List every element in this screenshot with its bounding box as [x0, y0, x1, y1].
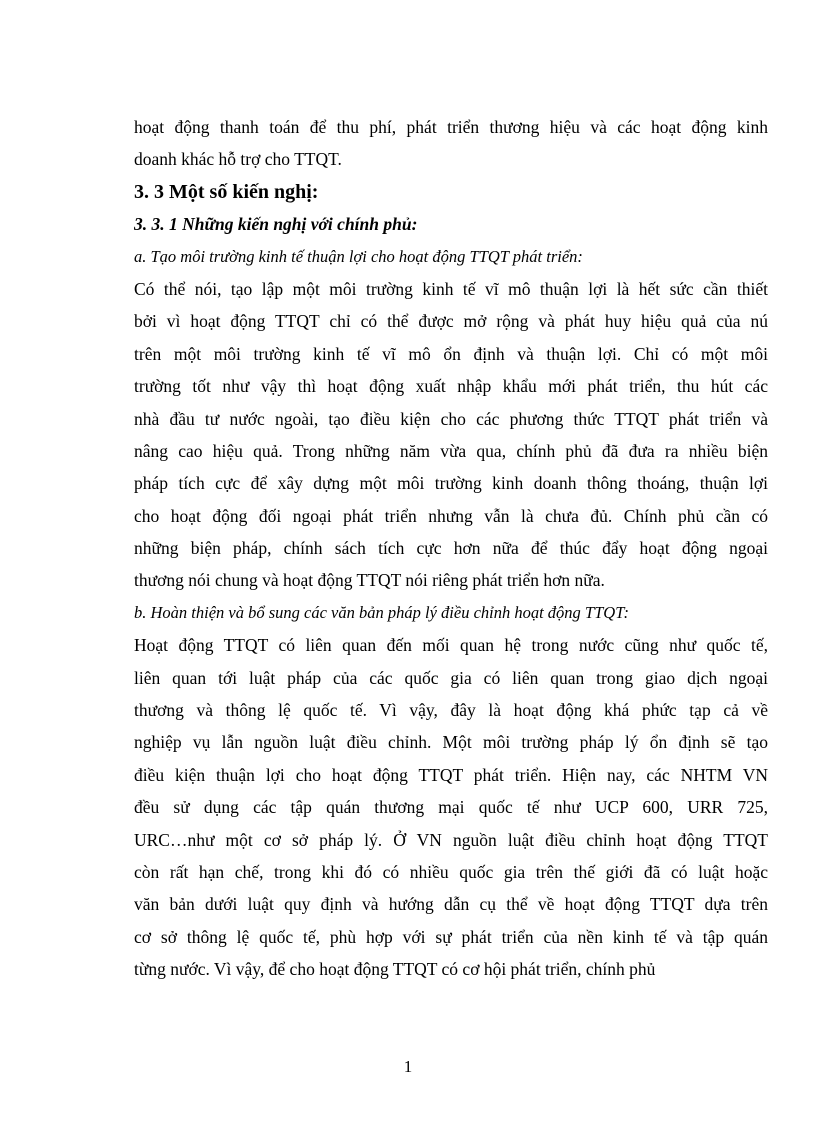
text-line: cho hoạt động đối ngoại phát triển nhưng vẫn là chưa đủ. Chính phủ cần có	[134, 505, 768, 526]
text-line: liên quan tới luật pháp của các quốc gia có liên quan trong giao dịch ngoại	[134, 667, 768, 688]
text-line: hoạt động thanh toán để thu phí, phát triển thương hiệu và các hoạt động kinh	[134, 117, 768, 137]
subsection-heading: 3. 3. 1 Những kiến nghị với chính phủ:	[134, 214, 418, 235]
body-text	[134, 111, 768, 986]
item-heading-a: a. Tạo môi trường kinh tế thuận lợi cho hoạt động TTQT phát triển:	[134, 246, 583, 266]
text-line: thương nói chung và hoạt động TTQT nói riêng phát triển hơn nữa.	[134, 570, 605, 591]
text-line: Có thể nói, tạo lập một môi trường kinh tế vĩ mô thuận lợi là hết sức cần thiết	[134, 278, 768, 299]
text-line: URC…như một cơ sở pháp lý. Ở VN nguồn luật điều chỉnh hoạt động TTQT	[134, 829, 768, 850]
text-line: trường tốt như vậy thì hoạt động xuất nhập khẩu mới phát triển, thu hút các	[134, 376, 768, 397]
text-line: pháp tích cực để xây dựng một môi trường kinh doanh thông thoáng, thuận lợi	[134, 473, 768, 494]
text-line: cơ sở thông lệ quốc tế, phù hợp với sự phát triển của nền kinh tế và tập quán	[134, 926, 768, 947]
section-heading: 3. 3 Một số kiến nghị:	[134, 180, 319, 203]
text-line: những biện pháp, chính sách tích cực hơn nữa để thúc đẩy hoạt động ngoại	[134, 538, 768, 559]
text-line: nâng cao hiệu quả. Trong những năm vừa qua, chính phủ đã đưa ra nhiều biện	[134, 440, 768, 461]
text-line: Hoạt động TTQT có liên quan đến mối quan hệ trong nước cũng như quốc tế,	[134, 635, 768, 656]
text-line: trên một môi trường kinh tế vĩ mô ổn định và thuận lợi. Chỉ có một môi	[134, 343, 768, 364]
text-line: nghiệp vụ lẫn nguồn luật điều chỉnh. Một môi trường pháp lý ổn định sẽ tạo	[134, 732, 768, 753]
text-line: bởi vì hoạt động TTQT chỉ có thể được mở rộng và phát huy hiệu quả của nú	[134, 311, 768, 332]
text-line: đều sử dụng các tập quán thương mại quốc tế như UCP 600, URR 725,	[134, 797, 768, 818]
item-heading-b: b. Hoàn thiện và bổ sung các văn bản pháp lý điều chỉnh hoạt động TTQT:	[134, 602, 629, 622]
text-line: thương và thông lệ quốc tế. Vì vậy, đây là hoạt động khá phức tạp cả về	[134, 700, 768, 721]
text-line: văn bản dưới luật quy định và hướng dẫn cụ thể về hoạt động TTQT dựa trên	[134, 894, 768, 915]
text-line: còn rất hạn chế, trong khi đó có nhiều quốc gia trên thế giới đã có luật hoặc	[134, 861, 768, 882]
text-line: từng nước. Vì vậy, để cho hoạt động TTQT có cơ hội phát triển, chính phủ	[134, 959, 656, 980]
text-line: nhà đầu tư nước ngoài, tạo điều kiện cho các phương thức TTQT phát triển và	[134, 408, 768, 429]
text-line: doanh khác hỗ trợ cho TTQT.	[134, 149, 342, 170]
page-number: 1	[403, 1057, 413, 1076]
text-line: điều kiện thuận lợi cho hoạt động TTQT phát triển. Hiện nay, các NHTM VN	[134, 764, 768, 785]
